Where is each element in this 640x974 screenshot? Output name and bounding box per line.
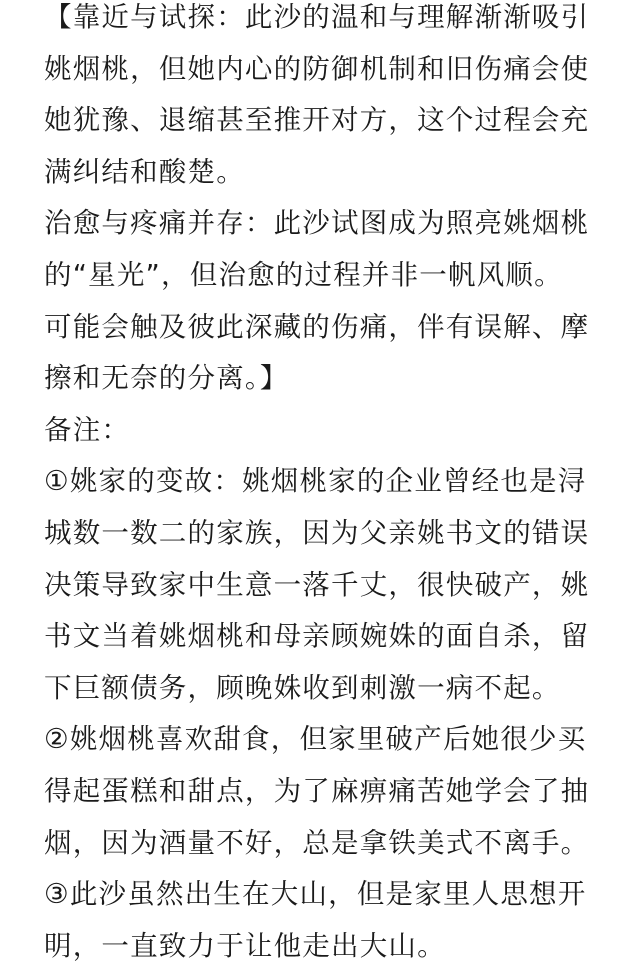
text-line: 她犹豫、退缩甚至推开对方，这个过程会充 [44, 104, 590, 137]
note-3: ③此沙虽然出生在大山，但是家里人思想开 [44, 878, 587, 911]
text-line: 的“星光”，但治愈的过程并非一帆风顺。 [44, 258, 563, 291]
note-1: ①姚家的变故：姚烟桃家的企业曾经也是浔 [44, 465, 587, 498]
text-line: 烟，因为酒量不好，总是拿铁美式不离手。 [44, 826, 590, 859]
text-line: 决策导致家中生意一落千丈，很快破产，姚 [44, 568, 590, 601]
text-line: 擦和无奈的分离。】 [44, 362, 289, 395]
text-line: 得起蛋糕和甜点，为了麻痹痛苦她学会了抽 [44, 774, 590, 807]
text-line: 城数一数二的家族，因为父亲姚书文的错误 [44, 516, 590, 549]
text-line: 姚烟桃，但她内心的防御机制和旧伤痛会使 [44, 52, 590, 85]
text-line: 可能会触及彼此深藏的伤痛，伴有误解、摩 [44, 310, 590, 343]
text-line: 满纠结和酸楚。 [44, 155, 245, 188]
text-line: 下巨额债务，顾晚姝收到刺激一病不起。 [44, 671, 561, 704]
text-line: 明，一直致力于让他走出大山。 [44, 929, 446, 962]
notes-heading: 备注： [44, 413, 131, 446]
text-line: 【靠近与试探：此沙的温和与理解渐渐吸引 [44, 1, 590, 33]
note-2: ②姚烟桃喜欢甜食，但家里破产后她很少买 [44, 723, 587, 756]
text-line: 书文当着姚烟桃和母亲顾婉姝的面自杀，留 [44, 620, 590, 653]
text-line: 治愈与疼痛并存：此沙试图成为照亮姚烟桃 [44, 207, 590, 240]
